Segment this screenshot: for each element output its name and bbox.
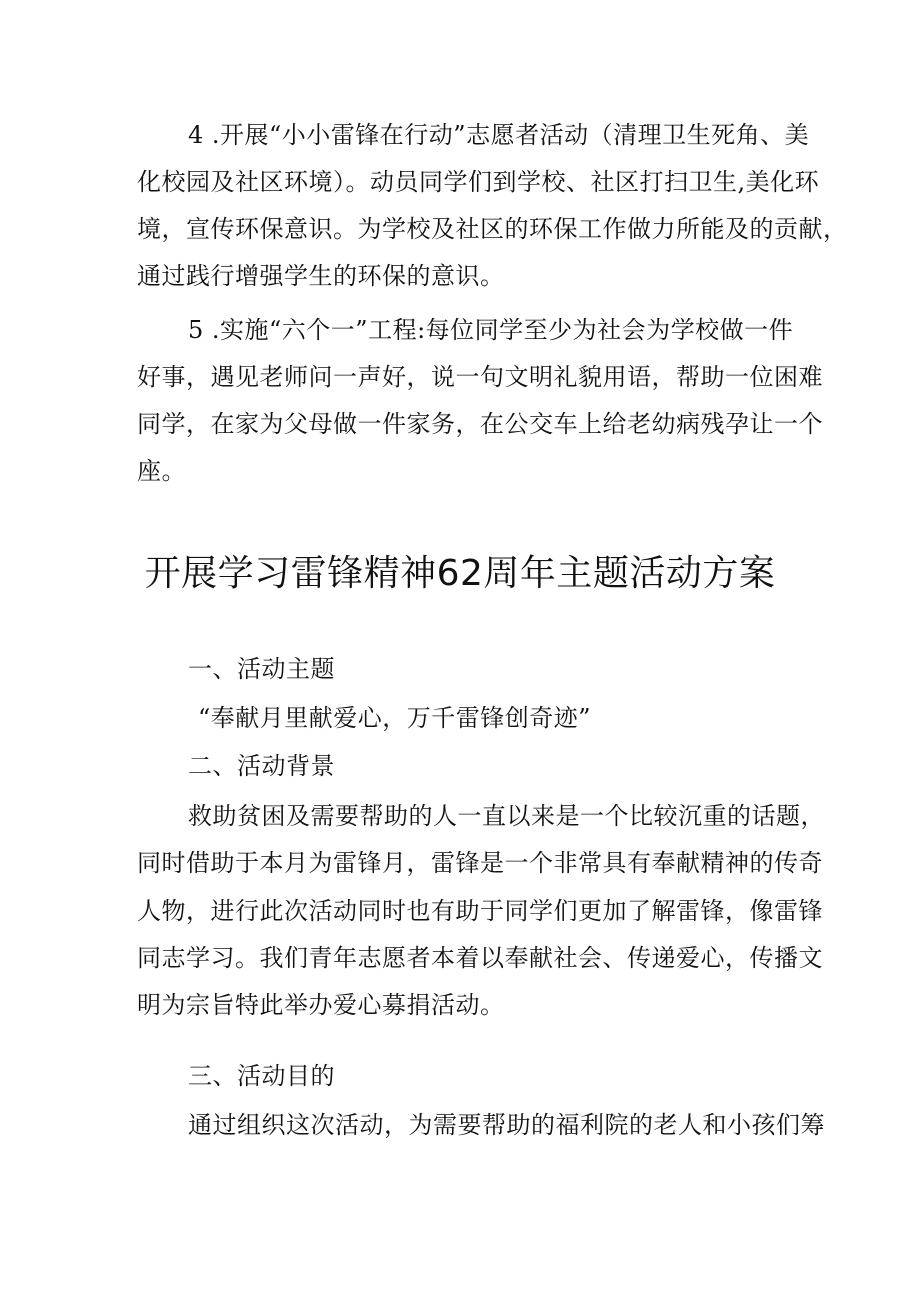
section-2-line-5: 明为宗旨特此举办爱心募捐活动。 [137,991,505,1019]
section-2-line-4: 同志学习。我们青年志愿者本着以奉献社会、传递爱心，传播文 [137,944,823,972]
paragraph-5-line-4: 座。 [137,457,186,485]
paragraph-4-line-2: 化校园及社区环境）。动员同学们到学校、社区打扫卫生,美化环 [137,168,820,196]
paragraph-4-line-3: 境，宣传环保意识。为学校及社区的环保工作做力所能及的贡献， [137,215,848,243]
section-3-line-1: 通过组织这次活动，为需要帮助的福利院的老人和小孩们筹 [188,1111,825,1139]
section-2-line-1: 救助贫困及需要帮助的人一直以来是一个比较沉重的话题， [188,802,825,830]
paragraph-5-line-3: 同学，在家为父母做一件家务，在公交车上给老幼病残孕让一个 [137,410,823,438]
section-2-heading: 二、活动背景 [188,752,335,780]
section-1-heading: 一、活动主题 [188,655,335,683]
paragraph-5-line-1: 5 .实施“六个一”工程:每位同学至少为社会为学校做一件 [188,316,794,344]
paragraph-5-line-2: 好事，遇见老师问一声好，说一句文明礼貌用语，帮助一位困难 [137,363,823,391]
section-2-line-2: 同时借助于本月为雷锋月，雷锋是一个非常具有奉献精神的传奇 [137,849,823,877]
section-1-line-1: “奉献月里献爱心，万千雷锋创奇迹” [198,704,592,732]
paragraph-4-line-4: 通过践行增强学生的环保的意识。 [137,262,505,290]
section-3-heading: 三、活动目的 [188,1062,335,1090]
paragraph-4-line-1: 4 .开展“小小雷锋在行动”志愿者活动（清理卫生死角、美 [188,121,810,149]
document-title: 开展学习雷锋精神62周年主题活动方案 [144,553,776,594]
section-2-line-3: 人物，进行此次活动同时也有助于同学们更加了解雷锋，像雷锋 [137,897,823,925]
